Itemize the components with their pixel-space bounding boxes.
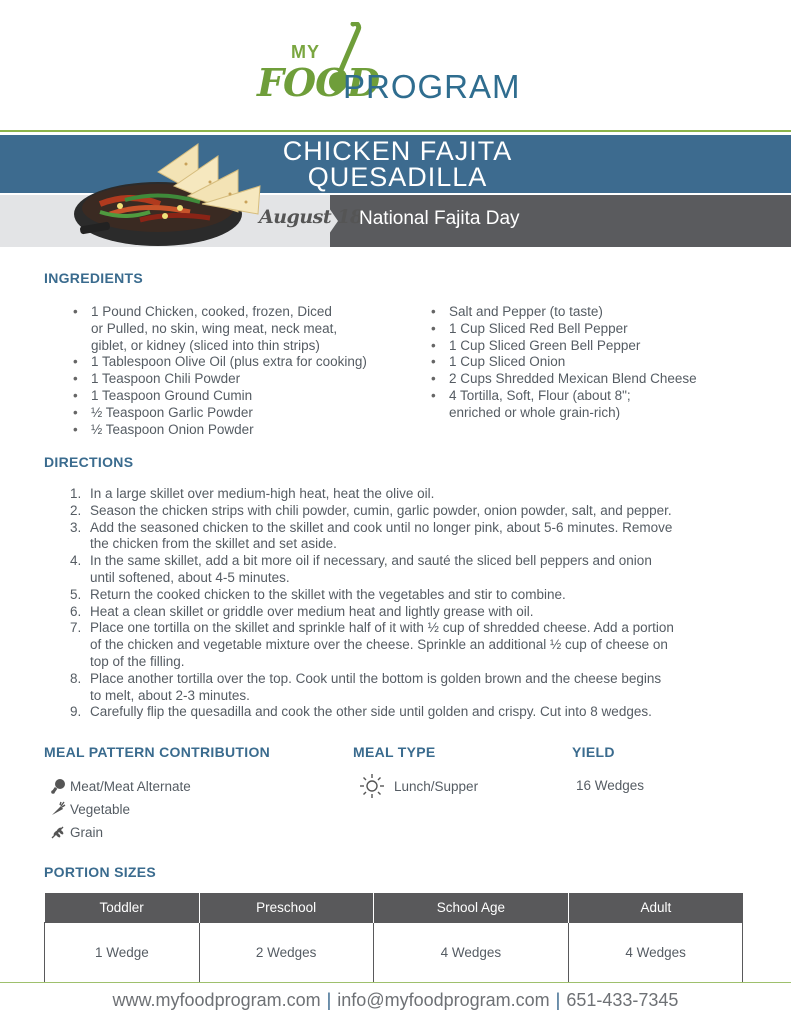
- fajita-skillet-illustration: [70, 142, 270, 254]
- direction-step: 3. Add the seasoned chicken to the skillet and cook until no longer pink, about 5-6 minutes. Remove the chicken from the skillet and set aside.: [70, 519, 673, 552]
- logo-my: MY: [291, 42, 320, 62]
- ingredients-list-left: [73, 304, 413, 438]
- column-header: Adult: [569, 893, 743, 922]
- meal-pattern-meat: Meat/Meat Alternate: [50, 778, 191, 794]
- separator: |: [326, 990, 332, 1010]
- ingredient-item: • 1 Pound Chicken, cooked, frozen, Diced or Pulled, no skin, wing meat, neck meat, giblet, or kidney (sliced into thin strips): [73, 304, 413, 354]
- meal-pattern-grain: Grain: [50, 824, 103, 840]
- website-link[interactable]: www.myfoodprogram.com: [112, 990, 321, 1010]
- direction-step: 9. Carefully flip the quesadilla and cook the other side until golden and crispy. Cut into 8 wedges.: [70, 704, 652, 720]
- direction-step: 5. Return the cooked chicken to the skillet with the vegetables and stir to combine.: [70, 586, 566, 602]
- holiday-name: National Fajita Day: [359, 208, 520, 229]
- ingredient-item: • ½ Teaspoon Garlic Powder: [73, 405, 413, 422]
- recipe-title-line2: QUESADILLA: [307, 162, 488, 192]
- ingredient-item: • 1 Teaspoon Chili Powder: [73, 371, 413, 388]
- column-header: Preschool: [199, 893, 373, 922]
- logo-program: PROGRAM: [343, 68, 521, 105]
- directions-list: [70, 486, 760, 721]
- wheat-icon: [50, 824, 66, 840]
- table-cell: 4 Wedges: [569, 922, 743, 982]
- meal-type-value: Lunch/Supper: [358, 772, 478, 800]
- logo-food: FOOD: [257, 60, 380, 105]
- header-divider: [0, 130, 791, 132]
- ingredient-item: • 2 Cups Shredded Mexican Blend Cheese: [431, 371, 761, 388]
- table-header-row: [45, 893, 743, 922]
- table-cell: 2 Wedges: [199, 922, 373, 982]
- directions-heading: DIRECTIONS: [44, 454, 134, 470]
- table-cell: 1 Wedge: [45, 922, 200, 982]
- recipe-date: August 18: [259, 206, 363, 228]
- yield-value: 16 Wedges: [576, 778, 645, 793]
- direction-step: 4. In the same skillet, add a bit more oil if necessary, and sauté the sliced bell peppers and onion until softened, about 4-5 minutes.: [70, 553, 652, 585]
- ingredient-item: • Salt and Pepper (to taste): [431, 304, 761, 321]
- drumstick-icon: [50, 778, 66, 794]
- portion-sizes-heading: PORTION SIZES: [44, 864, 157, 880]
- direction-step: 6. Heat a clean skillet or griddle over medium heat and lightly grease with oil.: [70, 603, 534, 619]
- meal-pattern-heading: MEAL PATTERN CONTRIBUTION: [44, 744, 271, 760]
- portion-sizes-table: [44, 893, 743, 983]
- separator: |: [555, 990, 561, 1010]
- ingredient-item: • 1 Tablespoon Olive Oil (plus extra for cooking): [73, 354, 413, 371]
- sun-icon: [358, 772, 386, 800]
- email-link[interactable]: info@myfoodprogram.com: [337, 990, 550, 1010]
- direction-step: 8. Place another tortilla over the top. Cook until the bottom is golden brown and the cheese begins to melt, about 2-3 minutes.: [70, 670, 662, 703]
- recipe-title-line1: CHICKEN FAJITA: [282, 136, 513, 166]
- table-row: [45, 922, 743, 982]
- ingredients-list-right: [431, 304, 761, 422]
- ingredient-item: • 4 Tortilla, Soft, Flour (about 8"; enriched or whole grain-rich): [431, 388, 761, 422]
- direction-step: 2. Season the chicken strips with chili powder, cumin, garlic powder, onion powder, salt, and pepper.: [70, 502, 672, 518]
- phone-number[interactable]: 651-433-7345: [566, 990, 679, 1010]
- ingredients-heading: INGREDIENTS: [44, 270, 143, 286]
- column-header: Toddler: [45, 893, 200, 922]
- brand-logo: [255, 22, 555, 112]
- ingredient-item: • ½ Teaspoon Onion Powder: [73, 422, 413, 439]
- direction-step: 7. Place one tortilla on the skillet and sprinkle half of it with ½ cup of shredded cheese. Add a portion of the chicken and vegetable mixture over the cheese. Sprinkle an additional ½ cup of cheese on top of the filling.: [70, 620, 674, 669]
- carrot-icon: [50, 801, 66, 817]
- column-header: School Age: [373, 893, 569, 922]
- meal-pattern-vegetable: Vegetable: [50, 801, 130, 817]
- yield-heading: YIELD: [572, 744, 615, 760]
- ingredient-item: • 1 Teaspoon Ground Cumin: [73, 388, 413, 405]
- meal-type-heading: MEAL TYPE: [353, 744, 436, 760]
- direction-step: 1. In a large skillet over medium-high heat, heat the olive oil.: [70, 486, 435, 501]
- footer-divider: [0, 982, 791, 983]
- ingredient-item: • 1 Cup Sliced Onion: [431, 354, 761, 371]
- footer-contact: [0, 990, 791, 1011]
- table-cell: 4 Wedges: [373, 922, 569, 982]
- ingredient-item: • 1 Cup Sliced Green Bell Pepper: [431, 338, 761, 355]
- ingredient-item: • 1 Cup Sliced Red Bell Pepper: [431, 321, 761, 338]
